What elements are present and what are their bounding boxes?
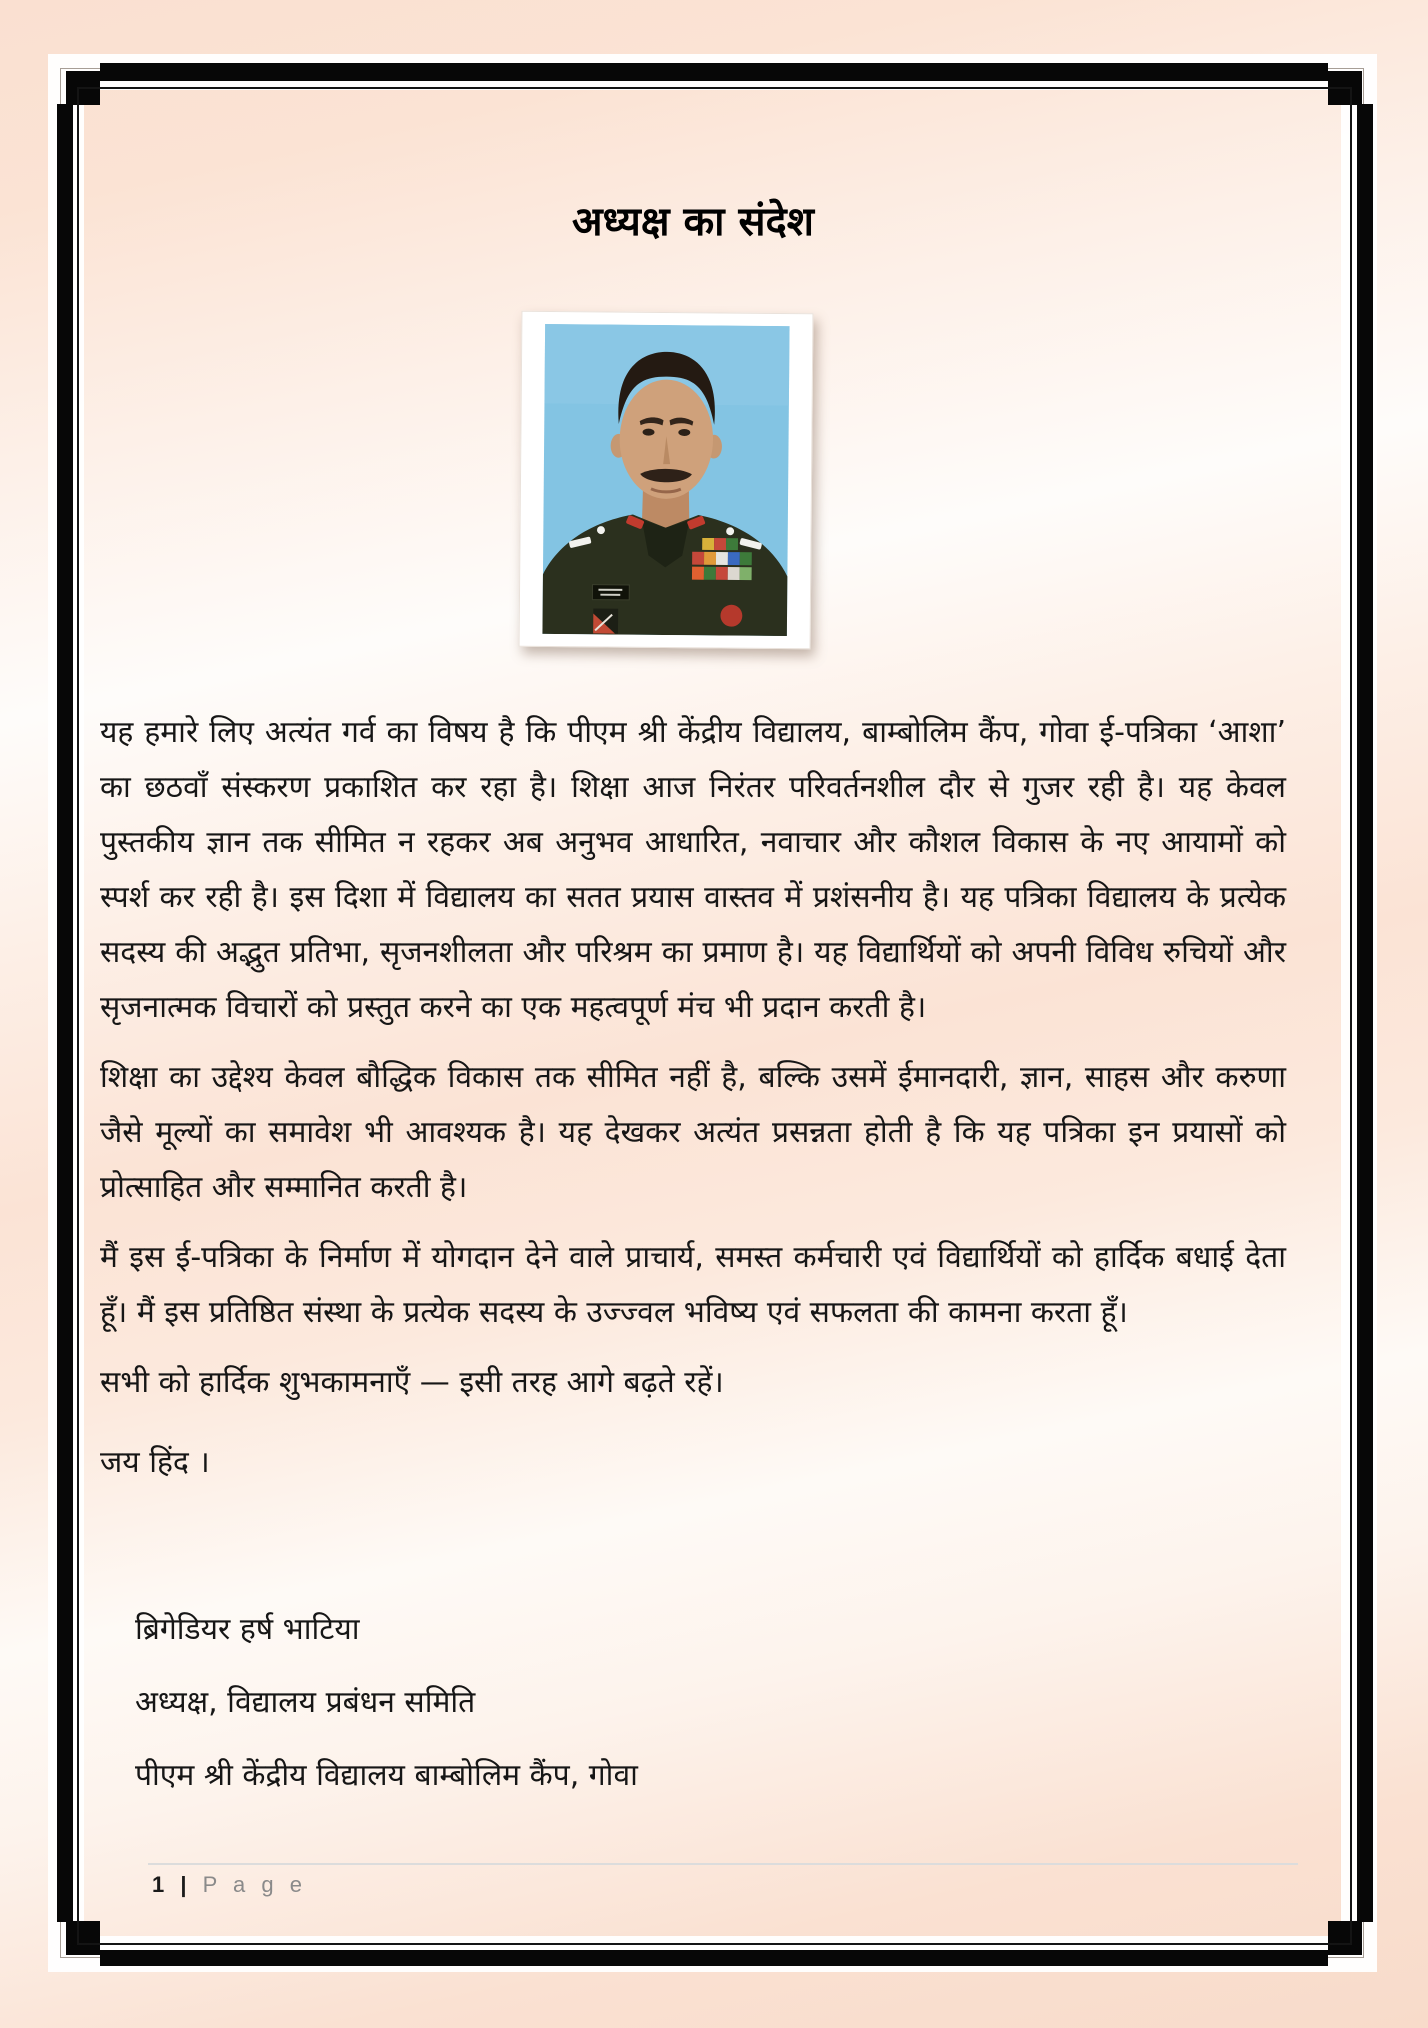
page-footer	[152, 1872, 307, 1898]
signature-institution: पीएम श्री केंद्रीय विद्यालय बाम्बोलिम कैंप, गोवा	[135, 1758, 638, 1793]
portrait-photo-graphic	[542, 324, 791, 636]
message-body	[100, 705, 1286, 1490]
paragraph-5-jai-hind: जय हिंद ।	[100, 1445, 210, 1480]
border-band-right	[1357, 104, 1373, 1922]
footer-separator: |	[180, 1872, 192, 1897]
signature-block	[135, 1602, 1135, 1821]
border-band-bottom	[100, 1950, 1328, 1966]
signature-designation: अध्यक्ष, विद्यालय प्रबंधन समिति	[135, 1685, 476, 1720]
border-band-top	[100, 63, 1328, 81]
paragraph-2: शिक्षा का उद्देश्य केवल बौद्धिक विकास तक सीमित नहीं है, बल्कि उसमें ईमानदारी, ज्ञान, साहस और करुणा जैसे मूल्यों का समावेश भी आवश्यक है। यह देखकर अत्यंत प्रसन्नता होती है कि यह पत्रिका इन प्रयासों को प्रोत्साहित और सम्मानित करती है।	[100, 1060, 1286, 1205]
border-band-left	[57, 104, 73, 1922]
footer-page-label: P a g e	[202, 1872, 307, 1897]
paragraph-1: यह हमारे लिए अत्यंत गर्व का विषय है कि पीएम श्री केंद्रीय विद्यालय, बाम्बोलिम कैंप, गोवा ई-पत्रिका ‘आशा’ का छठवाँ संस्करण प्रकाशित कर रहा है। शिक्षा आज निरंतर परिवर्तनशील दौर से गुजर रही है। यह केवल पुस्तकीय ज्ञान तक सीमित न रहकर अब अनुभव आधारित, नवाचार और कौशल विकास के नए आयामों को स्पर्श कर रही है। इस दिशा में विद्यालय का सतत प्रयास वास्तव में प्रशंसनीय है। यह पत्रिका विद्यालय के प्रत्येक सदस्य की अद्भुत प्रतिभा, सृजनशीलता और परिश्रम का प्रमाण है। यह विद्यार्थियों को अपनी विविध रुचियों और सृजनात्मक विचारों को प्रस्तुत करने का एक महत्वपूर्ण मंच भी प्रदान करती है।	[100, 715, 1286, 1025]
page-number: 1	[152, 1872, 170, 1897]
signature-name: ब्रिगेडियर हर्ष भाटिया	[135, 1612, 360, 1647]
footer-divider	[148, 1863, 1298, 1865]
chairman-portrait-photo	[519, 311, 814, 650]
paragraph-4: सभी को हार्दिक शुभकामनाएँ — इसी तरह आगे बढ़ते रहें।	[100, 1365, 724, 1400]
page-title: अध्यक्ष का संदेश	[572, 199, 814, 245]
paragraph-3: मैं इस ई-पत्रिका के निर्माण में योगदान देने वाले प्राचार्य, समस्त कर्मचारी एवं विद्यार्थियों को हार्दिक बधाई देता हूँ। मैं इस प्रतिष्ठित संस्था के प्रत्येक सदस्य के उज्ज्वल भविष्य एवं सफलता की कामना करता हूँ।	[100, 1240, 1286, 1330]
